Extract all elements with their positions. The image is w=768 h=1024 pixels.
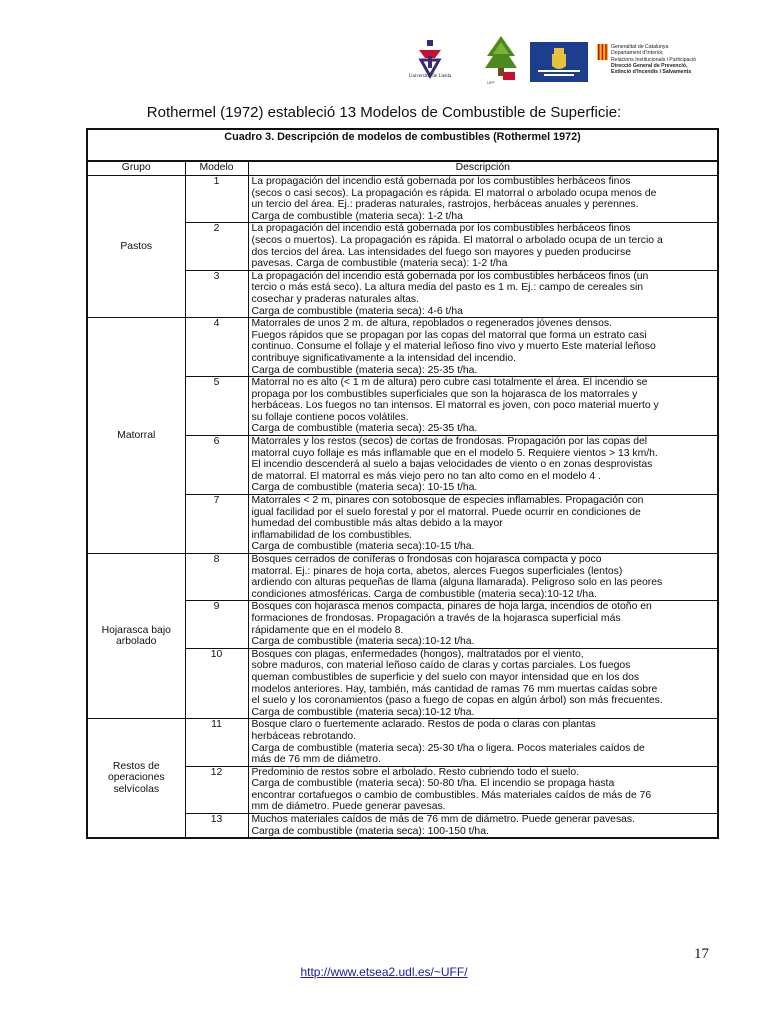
- model-cell: 9: [185, 601, 248, 648]
- model-cell: 11: [185, 719, 248, 766]
- description-cell: [248, 377, 718, 436]
- page-heading: Rothermel (1972) estableció 13 Modelos de Combustible de Superficie:: [146, 104, 622, 121]
- description-line: matorral cuyo follaje es más inflamable que en el modelo 5. Requiere vientos > 13 km/h.: [251, 447, 658, 459]
- description-line: (secos o muertos). La propagación es rápida. El matorral o arbolado ocupa de un tercio a: [251, 234, 663, 246]
- table-caption: Cuadro 3. Descripción de modelos de combustibles (Rothermel 1972): [87, 129, 718, 161]
- description-cell: [248, 270, 718, 317]
- generalitat-line: Extinció d'Incendis i Salvaments: [611, 69, 692, 76]
- generalitat-shield-icon: [597, 44, 608, 60]
- uff-tree-logo-icon: [481, 34, 521, 86]
- description-line: Muchos materiales caídos de más de 76 mm de diámetro. Puede generar pavesas.: [251, 814, 635, 826]
- description-cell: [248, 223, 718, 270]
- group-cell: Hojarasca bajo arbolado: [87, 554, 185, 719]
- column-header-modelo: Modelo: [185, 161, 248, 176]
- model-cell: 10: [185, 648, 248, 719]
- description-line: queman combustibles de superficie y del suelo con mayor intensidad que en los dos: [251, 671, 640, 683]
- table-row: [87, 554, 718, 601]
- description-line: continuo. Consume el follaje y el material leñoso fino vivo y muerto Este material leñoso: [251, 341, 656, 353]
- description-line: pavesas. Carga de combustible (materia seca): 1-2 t/ha: [251, 258, 508, 270]
- description-line: Predominio de restos sobre el arbolado. Resto cubriendo todo el suelo.: [251, 766, 580, 778]
- udl-logo-caption: Universitat de Lleida: [408, 74, 452, 79]
- description-line: Matorrales y los restos (secos) de cortas de frondosas. Propagación por las copas del: [251, 436, 648, 448]
- description-line: Carga de combustible (materia seca): 25-35 t/ha.: [251, 364, 478, 376]
- description-cell: [248, 176, 718, 223]
- generalitat-line: Relacions Institucionals i Participació: [611, 56, 697, 63]
- description-line: ardiendo con alturas pequeñas de llama (alguna llamarada). Peligroso solo en las peores: [251, 577, 663, 589]
- page-number: 17: [694, 946, 709, 962]
- description-line: cosechar y praderas naturales altas.: [251, 293, 419, 305]
- footer-link[interactable]: http://www.etsea2.udl.es/~UFF/: [300, 965, 468, 979]
- description-line: un tercio del área. Ej.: praderas naturales, rastrojos, herbáceas anuales y perennes.: [251, 199, 639, 211]
- header-logos: [405, 30, 725, 90]
- description-cell: [248, 554, 718, 601]
- description-line: modelos anteriores. Hay, también, más cantidad de ramas 76 mm muertas caídas sobre: [251, 683, 658, 695]
- description-line: El incendio descenderá al suelo a bajas velocidades de viento o en zonas desprovistas: [251, 459, 653, 471]
- description-line: herbáceas rebrotando.: [251, 730, 357, 742]
- description-line: propaga por los combustibles superficiales que son la hojarasca de los matorrales y: [251, 388, 638, 400]
- description-line: igual facilidad por el suelo forestal y por el matorral. Puede ocurrir en condiciones de: [251, 506, 641, 518]
- description-line: Matorral no es alto (< 1 m de altura) pero cubre casi totalmente el área. El incendio se: [251, 377, 648, 389]
- description-line: Carga de combustible (materia seca): 50-80 t/ha. El incendio se propaga hasta: [251, 778, 615, 790]
- description-line: tercio o más está seco). La altura media del pasto es 1 m. Ej.: campo de cereales sin: [251, 282, 644, 294]
- group-cell: Pastos: [87, 176, 185, 318]
- description-line: La propagación del incendio está gobernada por los combustibles herbáceos finos: [251, 223, 631, 235]
- description-line: La propagación del incendio está gobernada por los combustibles herbáceos finos (un: [251, 270, 649, 282]
- model-cell: 2: [185, 223, 248, 270]
- description-line: mm de diámetro. Puede generar pavesas.: [251, 801, 446, 813]
- description-line: su follaje contiene pocos volátiles.: [251, 411, 409, 423]
- description-line: de matorral. El matorral es más viejo pero no tan alto como en el modelo 4 .: [251, 470, 601, 482]
- description-line: herbáceas. Los fuegos no tan intensos. El matorral es joven, con poco material muerto y: [251, 400, 659, 412]
- cabildo-logo-icon: [530, 42, 588, 82]
- description-line: Carga de combustible (materia seca): 100-150 t/ha.: [251, 825, 489, 837]
- model-cell: 5: [185, 377, 248, 436]
- description-line: formaciones de frondosas. Propagación a través de la hojarasca superficial más: [251, 612, 621, 624]
- description-cell: [248, 495, 718, 554]
- description-line: Carga de combustible (materia seca):10-12 t/ha.: [251, 636, 475, 648]
- model-cell: 13: [185, 814, 248, 839]
- description-line: Carga de combustible (materia seca): 1-2 t/ha: [251, 210, 463, 222]
- description-cell: [248, 436, 718, 495]
- table-row: [87, 719, 718, 766]
- description-line: Carga de combustible (materia seca): 25-30 t/ha o ligera. Pocos materiales caídos de: [251, 742, 645, 754]
- description-cell: [248, 318, 718, 377]
- model-cell: 3: [185, 270, 248, 317]
- description-line: el suelo y los coronamientos (paso a fuego de copas en algún árbol) son más frecuentes.: [251, 695, 663, 707]
- description-cell: [248, 766, 718, 813]
- generalitat-line: Departament d'Interior,: [611, 50, 664, 57]
- generalitat-line: Direcció General de Prevenció,: [611, 62, 688, 69]
- description-line: Bosques con hojarasca menos compacta, pinares de hoja larga, incendios de otoño en: [251, 601, 652, 613]
- table-body: [87, 176, 718, 839]
- description-line: Bosques cerrados de coníferas o frondosas con hojarasca compacta y poco: [251, 554, 602, 565]
- description-line: dos tercios del área. Las intensidades del fuego son mayores y pueden producirse: [251, 246, 631, 258]
- description-line: Bosques con plagas, enfermedades (hongos), maltratados por el viento,: [251, 648, 584, 660]
- description-line: Carga de combustible (materia seca): 25-35 t/ha.: [251, 423, 478, 435]
- generalitat-logo: [597, 44, 727, 84]
- description-line: sobre maduros, con material leñoso caído de claras y cortas parciales. Los fuegos: [251, 660, 631, 672]
- description-cell: [248, 648, 718, 719]
- column-header-descripcion: Descripción: [248, 161, 718, 176]
- description-cell: [248, 719, 718, 766]
- description-line: más de 76 mm de diámetro.: [251, 754, 381, 766]
- uff-logo-caption: UFF: [487, 80, 495, 85]
- model-cell: 4: [185, 318, 248, 377]
- description-line: Carga de combustible (materia seca):10-12 t/ha.: [251, 706, 475, 718]
- description-line: condiciones atmosféricas. Carga de combustible (materia seca):10-12 t/ha.: [251, 588, 597, 600]
- fuel-models-table: [86, 128, 719, 839]
- description-line: matorral. Ej.: pinares de hoja corta, abetos, alerces Fuegos superficiales (lentos): [251, 565, 623, 577]
- description-line: encontrar cortafuegos o cambio de combustibles. Más materiales caídos de más de 76: [251, 789, 652, 801]
- description-line: Carga de combustible (materia seca):10-15 t/ha.: [251, 541, 475, 553]
- description-line: (secos o casi secos). La propagación es rápida. El matorral o arbolado ocupa menos de: [251, 187, 657, 199]
- description-line: Bosque claro o fuertemente aclarado. Restos de poda o claras con plantas: [251, 719, 596, 731]
- description-line: rápidamente que en el modelo 8.: [251, 624, 404, 636]
- description-line: inflamabilidad de los combustibles.: [251, 529, 413, 541]
- table-row: [87, 176, 718, 223]
- description-line: Matorrales < 2 m, pinares con sotobosque de especies inflamables. Propagación con: [251, 495, 644, 507]
- generalitat-line: Generalitat de Catalunya: [611, 44, 669, 50]
- group-cell: Matorral: [87, 318, 185, 554]
- model-cell: 8: [185, 554, 248, 601]
- description-cell: [248, 814, 718, 839]
- description-line: Carga de combustible (materia seca): 10-15 t/ha.: [251, 482, 478, 494]
- model-cell: 12: [185, 766, 248, 813]
- model-cell: 6: [185, 436, 248, 495]
- table-row: [87, 318, 718, 377]
- column-header-grupo: Grupo: [87, 161, 185, 176]
- description-line: humedad del combustible más altas debido a la mayor: [251, 518, 503, 530]
- description-cell: [248, 601, 718, 648]
- model-cell: 1: [185, 176, 248, 223]
- description-line: contribuye significativamente a la intensidad del incendio.: [251, 352, 517, 364]
- description-line: La propagación del incendio está gobernada por los combustibles herbáceos finos: [251, 176, 631, 187]
- model-cell: 7: [185, 495, 248, 554]
- group-cell: Restos de operaciones selvícolas: [87, 719, 185, 838]
- description-line: Fuegos rápidos que se propagan por las copas del matorral que forma un estrato casi: [251, 329, 647, 341]
- description-line: Carga de combustible (materia seca): 4-6 t/ha: [251, 305, 463, 317]
- description-line: Matorrales de unos 2 m. de altura, repoblados o regenerados jóvenes densos.: [251, 318, 612, 330]
